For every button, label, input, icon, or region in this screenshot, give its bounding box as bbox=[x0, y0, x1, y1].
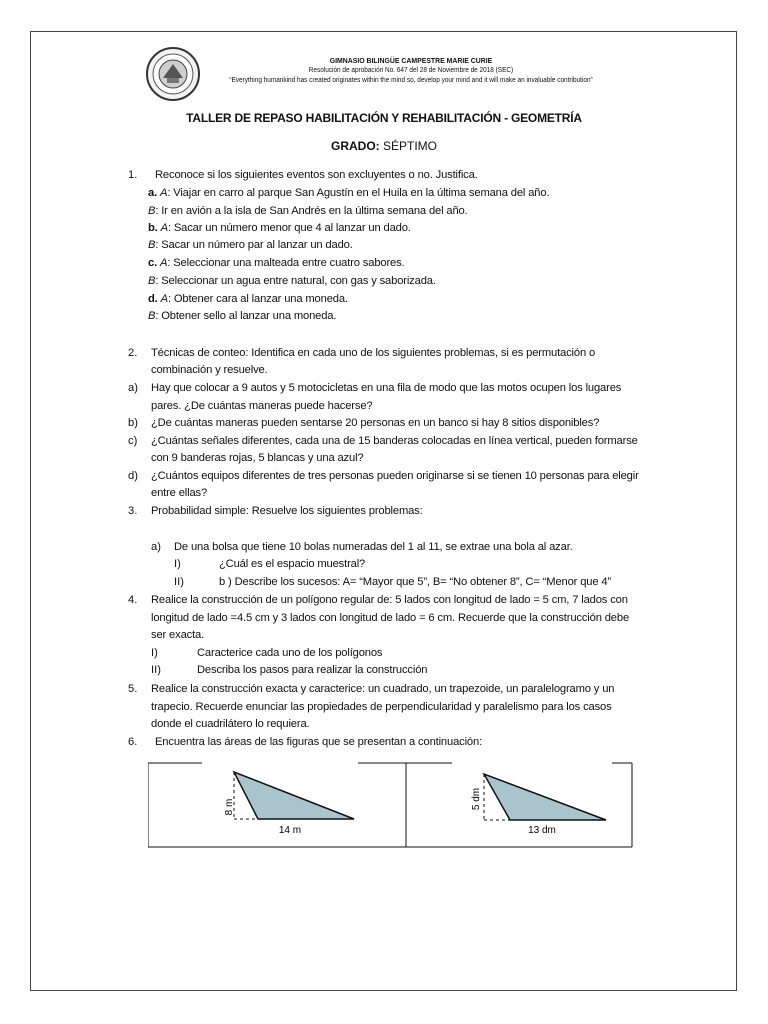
q1-b-line-1 bbox=[148, 221, 411, 235]
q4-i-text: Caracterice cada uno de los polígonos bbox=[197, 647, 383, 659]
q1-number: 1. bbox=[128, 169, 138, 181]
document-title: TALLER DE REPASO HABILITACIÓN Y REHABILITACIÓN - GEOMETRÍA bbox=[186, 111, 582, 125]
q2-number: 2. bbox=[128, 347, 138, 359]
q1-b-event-a: : Sacar un número menor que 4 al lanzar un dado. bbox=[167, 222, 411, 234]
q5-line-1: Realice la construcción exacta y caracterice: un cuadrado, un trapezoide, un paralelogramo y un bbox=[151, 683, 615, 695]
q3-intro: Probabilidad simple: Resuelve los siguientes problemas: bbox=[151, 505, 423, 517]
triangle-1-height-label: 8 m bbox=[224, 798, 235, 816]
motto-text: “Everything humankind has created originates within the mind so, develop your mind and it will make an invaluable contribution” bbox=[229, 77, 593, 84]
q1-a-line-2 bbox=[148, 204, 468, 218]
triangle-figure-1 bbox=[224, 772, 354, 836]
q2-a-line-2: pares. ¿De cuántas maneras puede hacerse? bbox=[151, 400, 373, 412]
q2-d-label: d) bbox=[128, 470, 138, 482]
q2-c-label: c) bbox=[128, 435, 138, 447]
triangle-1-base-label: 14 m bbox=[278, 825, 302, 836]
q5-number: 5. bbox=[128, 683, 138, 695]
figures-panel bbox=[148, 759, 634, 851]
event-b-symbol: B bbox=[148, 275, 156, 287]
q1-c-line-2 bbox=[148, 274, 436, 288]
triangle-2-shape bbox=[484, 774, 606, 820]
q2-b-label: b) bbox=[128, 417, 138, 429]
q4-number: 4. bbox=[128, 594, 138, 606]
q2-a-line-1: Hay que colocar a 9 autos y 5 motocicletas en una fila de modo que las motos ocupen los lugares bbox=[151, 382, 622, 394]
q1-b-letter: b. bbox=[148, 222, 158, 234]
event-a-symbol: A bbox=[160, 257, 168, 269]
q1-d-line-2 bbox=[148, 309, 336, 323]
q3-ii-label: II) bbox=[174, 576, 184, 588]
q4-ii-label: II) bbox=[151, 664, 161, 676]
triangle-figure-2 bbox=[471, 774, 606, 836]
q1-c-event-a: : Seleccionar una malteada entre cuatro sabores. bbox=[167, 257, 405, 269]
school-seal-icon bbox=[145, 46, 201, 102]
event-b-symbol: B bbox=[148, 310, 156, 322]
event-b-symbol: B bbox=[148, 239, 156, 251]
event-a-symbol: A bbox=[160, 187, 168, 199]
q2-d-line-1: ¿Cuántos equipos diferentes de tres personas pueden originarse si se tienen 10 personas para elegir bbox=[151, 470, 639, 482]
q1-intro: Reconoce si los siguientes eventos son excluyentes o no. Justifica. bbox=[155, 169, 478, 181]
triangle-1-shape bbox=[234, 772, 354, 819]
q1-b-event-b: : Sacar un número par al lanzar un dado. bbox=[155, 239, 353, 251]
grade-line bbox=[0, 139, 768, 153]
q3-i-text: ¿Cuál es el espacio muestral? bbox=[219, 558, 366, 570]
q1-c-event-b: : Seleccionar un agua entre natural, con gas y saborizada. bbox=[155, 275, 436, 287]
q5-line-2: trapecio. Recuerde enunciar las propiedades de perpendicularidad y paralelismo para los casos bbox=[151, 701, 612, 713]
q1-b-line-2 bbox=[148, 238, 353, 252]
q2-c-line-2: con 9 banderas rojas, 5 blancas y una azul? bbox=[151, 452, 364, 464]
q1-a-event-b: : Ir en avión a la isla de San Andrés en la última semana del año. bbox=[155, 205, 468, 217]
q1-a-letter: a. bbox=[148, 187, 158, 199]
q3-a-label: a) bbox=[151, 541, 161, 553]
q1-d-letter: d. bbox=[148, 293, 158, 305]
school-name: GIMNASIO BILINGÜE CAMPESTRE MARIE CURIE bbox=[329, 56, 493, 65]
q6-number: 6. bbox=[128, 736, 138, 748]
q1-d-event-b: : Obtener sello al lanzar una moneda. bbox=[155, 310, 337, 322]
q5-line-3: donde el cuadrilátero lo requiera. bbox=[151, 718, 310, 730]
q3-a-text: De una bolsa que tiene 10 bolas numeradas del 1 al 11, se extrae una bola al azar. bbox=[174, 541, 573, 553]
event-b-symbol: B bbox=[148, 205, 156, 217]
q4-line-1: Realice la construcción de un polígono regular de: 5 lados con longitud de lado = 5 cm, 7 lados con bbox=[151, 594, 628, 606]
q2-b-line-1: ¿De cuántas maneras pueden sentarse 20 personas en un banco si hay 8 sitios disponibles? bbox=[151, 417, 600, 429]
q1-c-letter: c. bbox=[148, 257, 158, 269]
grade-label: GRADO: bbox=[330, 139, 380, 153]
event-a-symbol: A bbox=[160, 222, 168, 234]
header-text bbox=[220, 56, 603, 86]
q2-intro-2: combinación y resuelve. bbox=[151, 364, 268, 376]
q1-a-event-a: : Viajar en carro al parque San Agustín en el Huila en la última semana del año. bbox=[167, 187, 550, 199]
q1-d-event-a: : Obtener cara al lanzar una moneda. bbox=[167, 293, 348, 305]
q1-c-line-1 bbox=[148, 256, 405, 270]
q3-number: 3. bbox=[128, 505, 138, 517]
q4-line-3: ser exacta. bbox=[151, 629, 205, 641]
q1-a-line-1 bbox=[148, 186, 549, 200]
q4-i-label: I) bbox=[151, 647, 158, 659]
grade-value: SÉPTIMO bbox=[383, 139, 438, 153]
q4-ii-text: Describa los pasos para realizar la construcción bbox=[197, 664, 428, 676]
q6-intro: Encuentra las áreas de las figuras que se presentan a continuación: bbox=[155, 736, 483, 748]
q2-a-label: a) bbox=[128, 382, 138, 394]
triangle-2-base-label: 13 dm bbox=[528, 825, 556, 836]
q2-d-line-2: entre ellas? bbox=[151, 487, 208, 499]
triangle-2-height-label: 5 dm bbox=[471, 787, 482, 811]
q3-ii-text: b ) Describe los sucesos: A= “Mayor que 5”, B= “No obtener 8”, C= “Menor que 4” bbox=[219, 576, 612, 588]
q2-intro-1: Técnicas de conteo: Identifica en cada uno de los siguientes problemas, si es permutación o bbox=[151, 347, 596, 359]
school-header bbox=[145, 44, 619, 104]
q3-i-label: I) bbox=[174, 558, 181, 570]
q1-d-line-1 bbox=[148, 292, 348, 306]
q2-c-line-1: ¿Cuántas señales diferentes, cada una de 15 banderas colocadas en línea vertical, pueden formarse bbox=[151, 435, 638, 447]
resolution-text: Resolución de aprobación No. 647 del 28 de Noviembre de 2018 (SEC) bbox=[308, 67, 514, 74]
q4-line-2: longitud de lado =4.5 cm y 3 lados con longitud de lado = 6 cm. Recuerde que la construcción debe bbox=[151, 612, 630, 624]
event-a-symbol: A bbox=[160, 293, 168, 305]
